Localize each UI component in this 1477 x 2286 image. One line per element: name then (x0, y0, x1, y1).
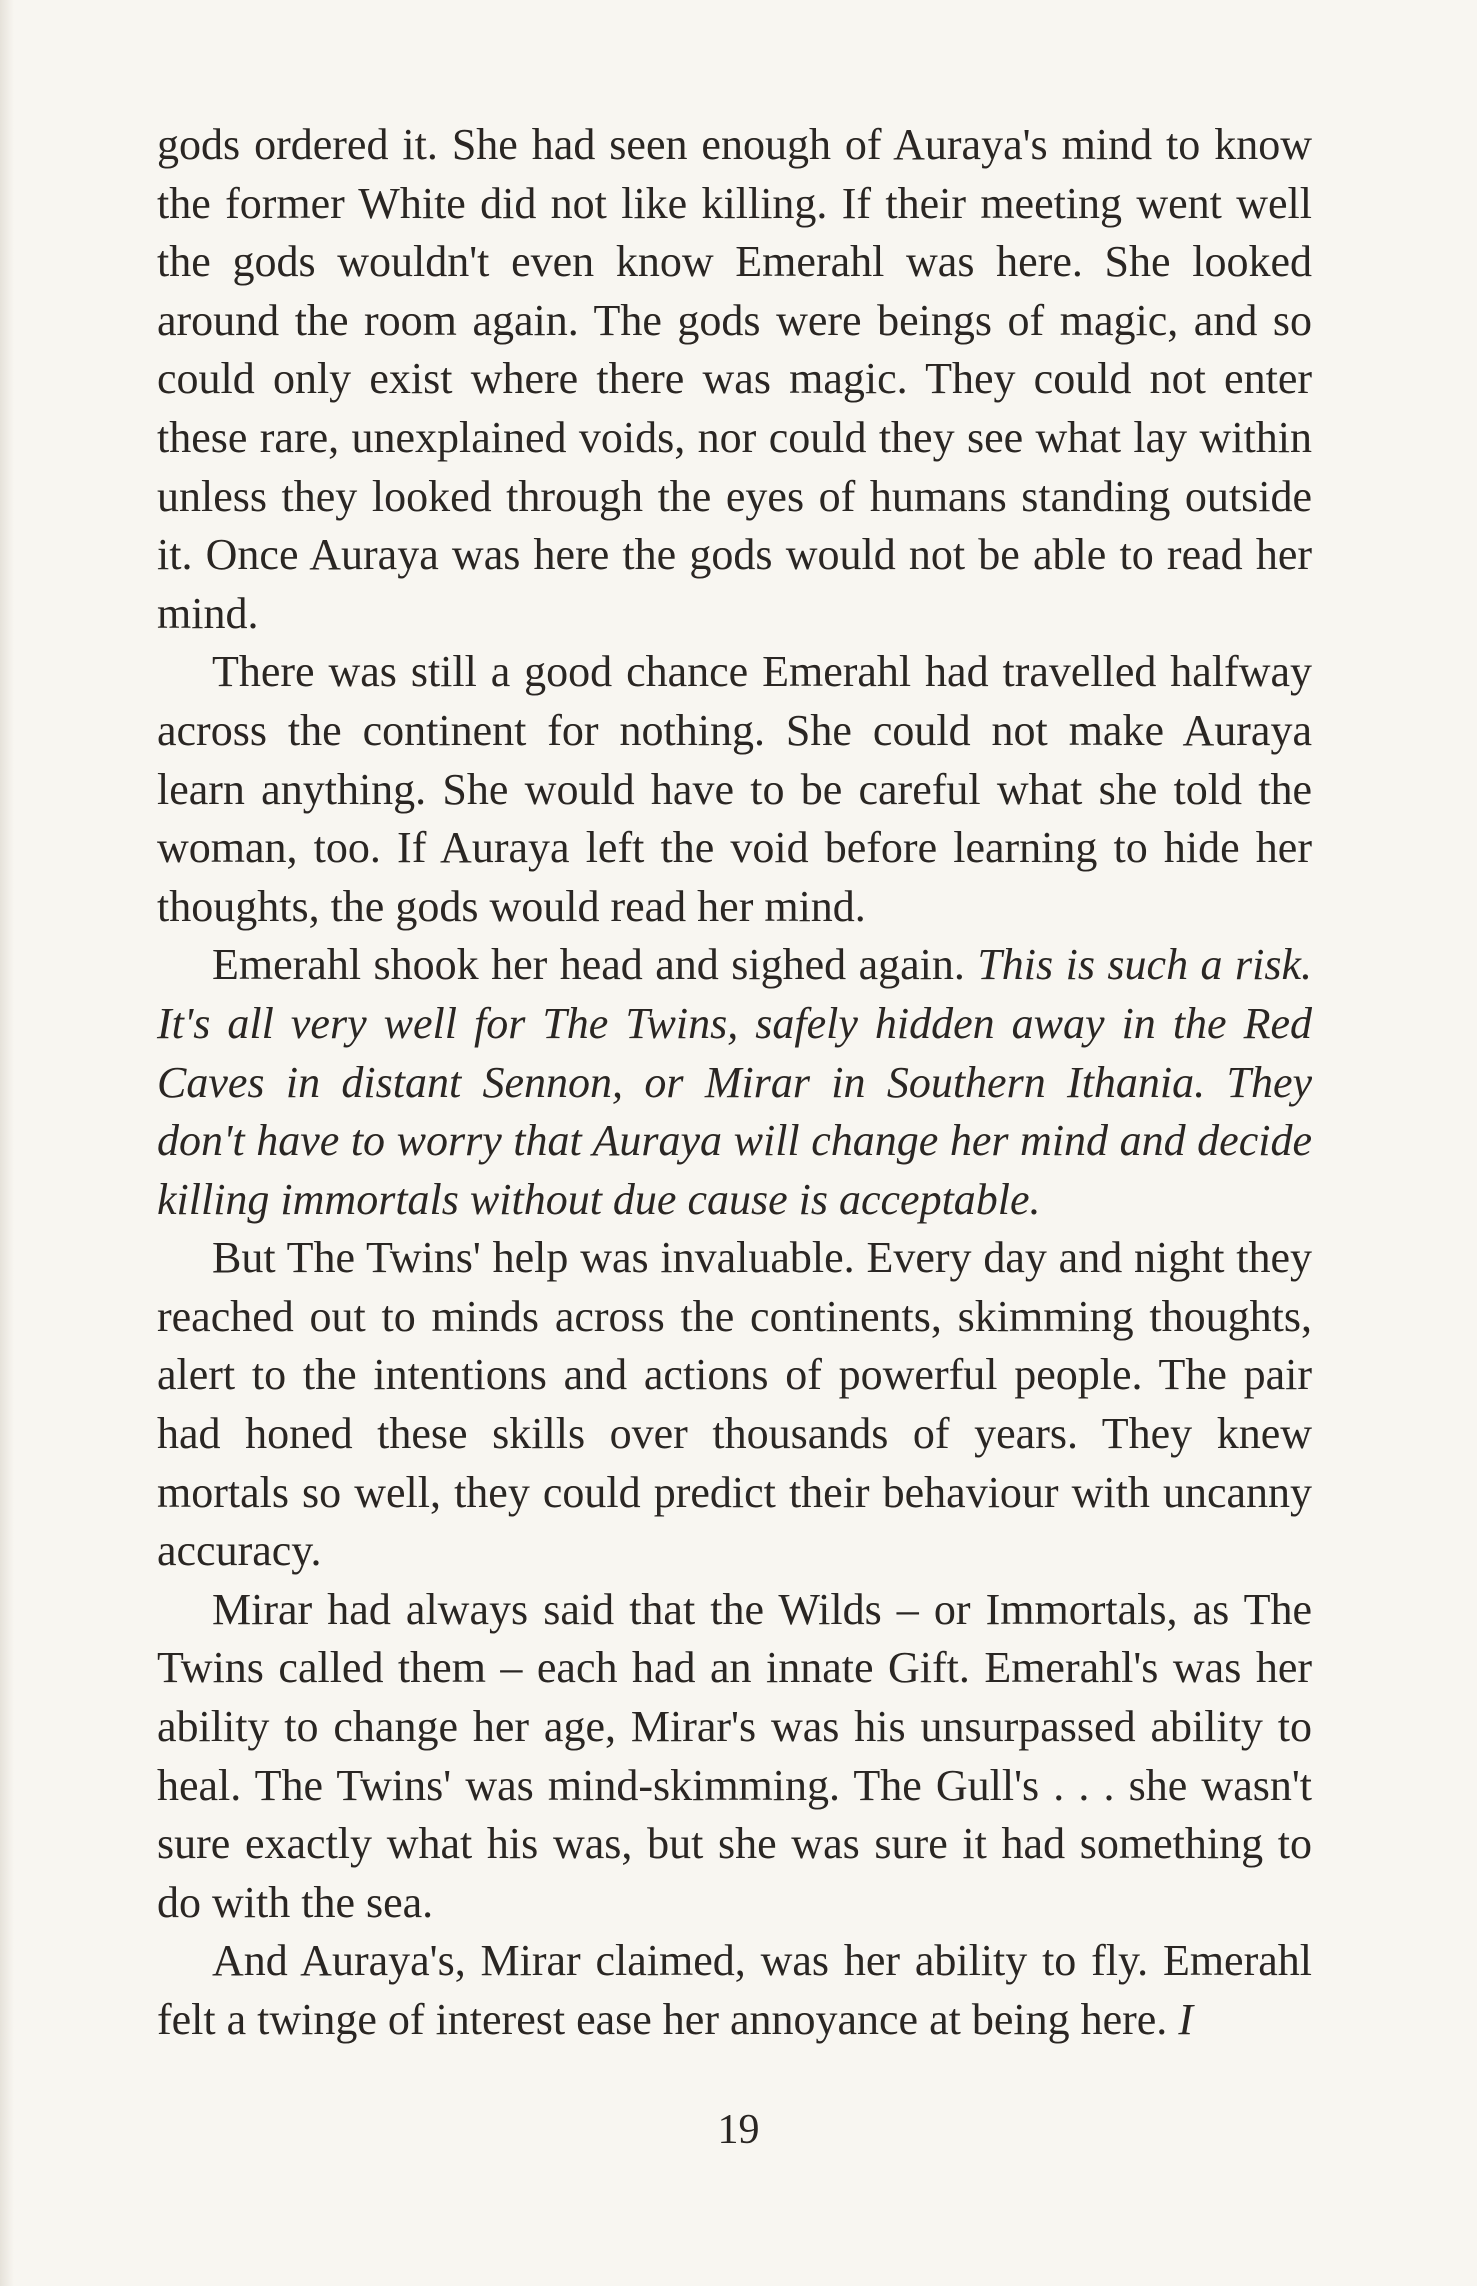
paragraph-1 (157, 116, 1312, 643)
page-gutter-shadow (0, 0, 14, 2286)
paragraph-5 (157, 1581, 1312, 1933)
paragraph-3 (157, 936, 1312, 1229)
paragraph-5-text: Mirar had always said that the Wilds – or Immortals, as The Twins called them – each had an innate Gift. Emerahl's was her ability to change her age, Mirar's was his unsurpassed ability to heal. The Twins' was mind-skimming. The Gull's . . . she wasn't sure exactly what his was, but she was sure it had something to do with the sea. (157, 1584, 1312, 1927)
paragraph-6-text: And Auraya's, Mirar claimed, was her ability to fly. Emerahl felt a twinge of interest ease her annoyance at being here. (157, 1936, 1312, 2044)
paragraph-1-text: gods ordered it. She had seen enough of Auraya's mind to know the former White did not like killing. If their meeting went well the gods wouldn't even know Emerahl was here. She looked around the room again. The gods were beings of magic, and so could only exist where there was magic. They could not enter these rare, unexplained voids, nor could they see what lay within unless they looked through the eyes of humans standing outside it. Once Auraya was here the gods would not be able to read her mind. (157, 120, 1312, 638)
paragraph-3-italic-thought: This is such a risk. It's all very well for The Twins, safely hidden away in the Red Caves in distant Sennon, or Mirar in Southern Ithania. They don't have to worry that Auraya will change her mind and decide killing immortals without due cause is acceptable. (157, 940, 1312, 1224)
paragraph-2-text: There was still a good chance Emerahl had travelled halfway across the continent for nothing. She could not make Auraya learn anything. She would have to be careful what she told the woman, too. If Auraya left the void before learning to hide her thoughts, the gods would read her mind. (157, 647, 1312, 931)
page-number: 19 (717, 2107, 760, 2153)
paragraph-4 (157, 1229, 1312, 1581)
body-text (157, 116, 1312, 2050)
paragraph-2 (157, 643, 1312, 936)
paragraph-6 (157, 1932, 1312, 2049)
paragraph-6-italic-thought: I (1178, 1995, 1193, 2044)
paragraph-3-text: Emerahl shook her head and sighed again. (212, 940, 978, 990)
paragraph-4-text: But The Twins' help was invaluable. Every day and night they reached out to minds across the continents, skimming thoughts, alert to the intentions and actions of powerful people. The pair had honed these skills over thousands of years. They knew mortals so well, they could predict their behaviour with uncanny accuracy. (157, 1233, 1312, 1576)
